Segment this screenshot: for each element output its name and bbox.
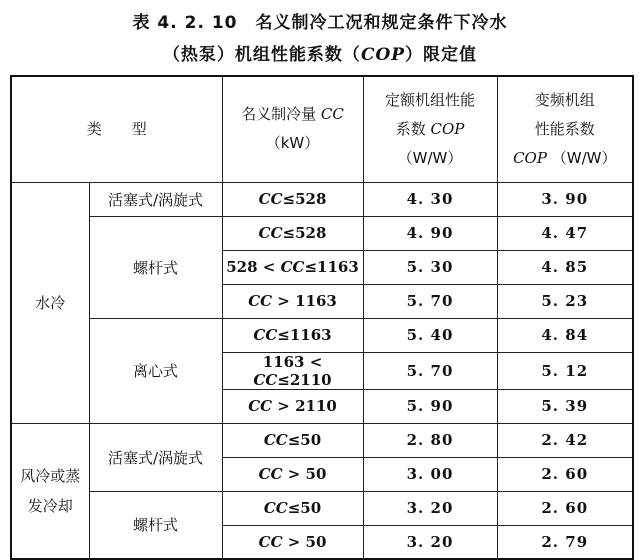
header-rated-cop: 定额机组性能 系数 COP （W/W） (363, 76, 497, 182)
vf-cop-value: 5. 39 (497, 389, 633, 423)
vf-cop-value: 4. 47 (497, 216, 633, 250)
table-row (11, 423, 633, 457)
vf-cop-value: 3. 90 (497, 182, 633, 216)
vf-cop-value: 5. 23 (497, 284, 633, 318)
rated-cop-value: 4. 30 (363, 182, 497, 216)
vf-cop-value: 2. 42 (497, 423, 633, 457)
vf-cop-value: 2. 60 (497, 457, 633, 491)
rated-cop-value: 3. 20 (363, 491, 497, 525)
capacity-range: 1163 < CC≤2110 (222, 352, 363, 389)
rated-cop-value: 5. 30 (363, 250, 497, 284)
capacity-range: CC > 2110 (222, 389, 363, 423)
table-row (11, 318, 633, 352)
vf-cop-value: 2. 60 (497, 491, 633, 525)
table-title-line2: （热泵）机组性能系数（COP）限定值 (162, 45, 478, 65)
capacity-range: CC > 50 (222, 525, 363, 559)
group-water-cooled: 水冷 (11, 182, 89, 423)
subtype-screw: 螺杆式 (89, 216, 222, 318)
header-capacity: 名义制冷量 CC （kW） (222, 76, 363, 182)
subtype-piston-scroll: 活塞式/涡旋式 (89, 182, 222, 216)
capacity-range: CC≤1163 (222, 318, 363, 352)
rated-cop-value: 5. 90 (363, 389, 497, 423)
capacity-range: CC > 50 (222, 457, 363, 491)
table-row (11, 491, 633, 525)
subtype-centrifugal: 离心式 (89, 318, 222, 423)
subtype-piston-scroll: 活塞式/涡旋式 (89, 423, 222, 491)
subtype-screw: 螺杆式 (89, 491, 222, 559)
vf-cop-value: 4. 84 (497, 318, 633, 352)
table-row (11, 216, 633, 250)
rated-cop-value: 5. 40 (363, 318, 497, 352)
vf-cop-value: 2. 79 (497, 525, 633, 559)
table-header-row (11, 76, 633, 182)
cop-limit-table (10, 75, 634, 560)
capacity-range: CC≤50 (222, 491, 363, 525)
vf-cop-value: 5. 12 (497, 352, 633, 389)
group-air-cooled: 风冷或蒸发冷却 (11, 423, 89, 559)
capacity-range: CC≤528 (222, 216, 363, 250)
rated-cop-value: 2. 80 (363, 423, 497, 457)
table-row (11, 182, 633, 216)
capacity-range: 528 < CC≤1163 (222, 250, 363, 284)
rated-cop-value: 5. 70 (363, 352, 497, 389)
capacity-range: CC≤528 (222, 182, 363, 216)
rated-cop-value: 5. 70 (363, 284, 497, 318)
table-title-line1: 表 4. 2. 10 名义制冷工况和规定条件下冷水 (132, 13, 508, 33)
header-type: 类 型 (11, 76, 222, 182)
header-vf-cop: 变频机组 性能系数 COP （W/W） (497, 76, 633, 182)
rated-cop-value: 3. 00 (363, 457, 497, 491)
capacity-range: CC > 1163 (222, 284, 363, 318)
vf-cop-value: 4. 85 (497, 250, 633, 284)
rated-cop-value: 3. 20 (363, 525, 497, 559)
capacity-range: CC≤50 (222, 423, 363, 457)
rated-cop-value: 4. 90 (363, 216, 497, 250)
